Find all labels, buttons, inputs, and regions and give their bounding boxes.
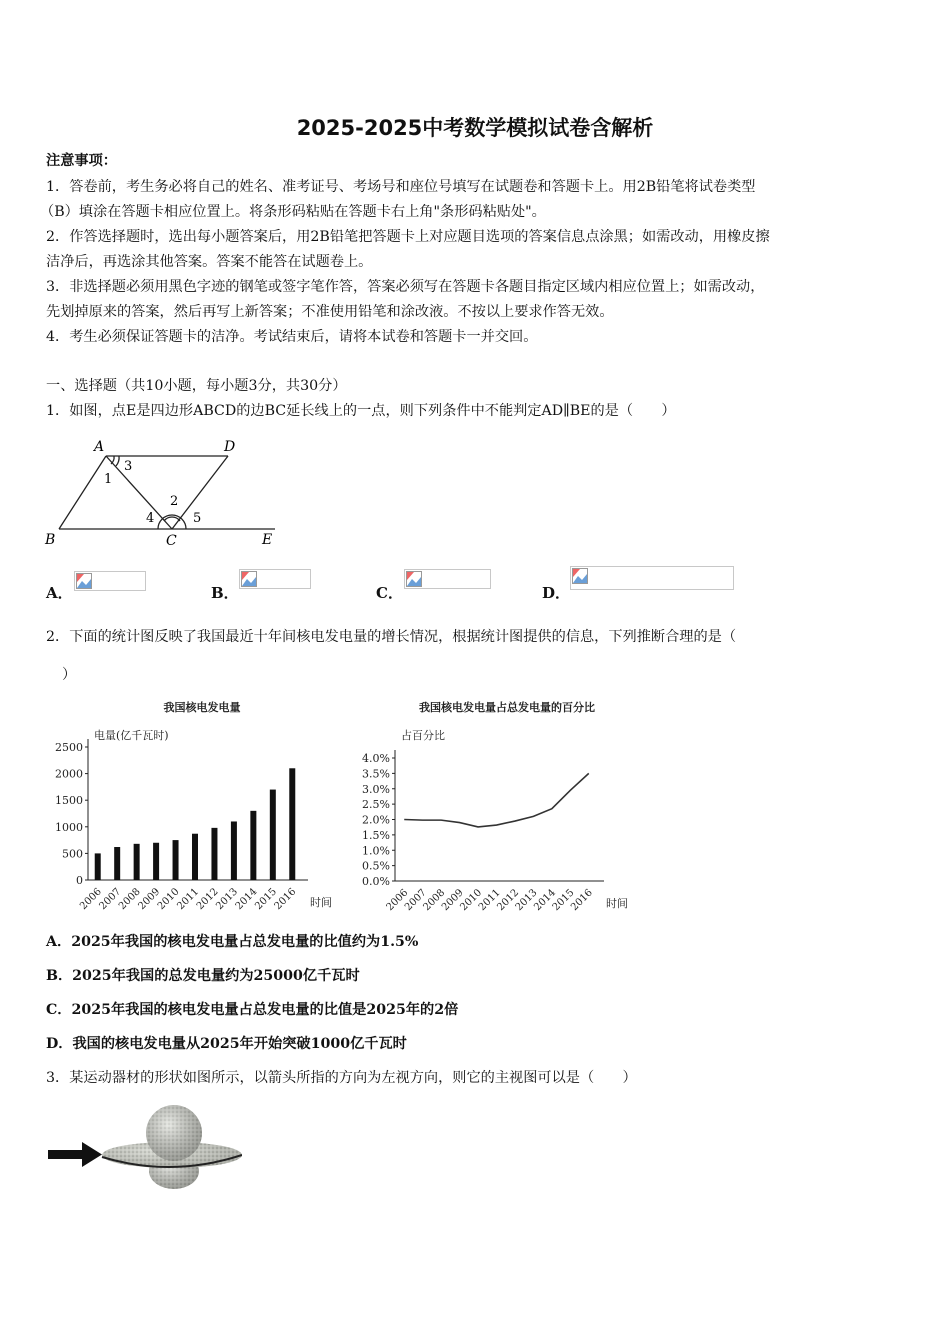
broken-image-icon: [76, 573, 92, 589]
x-tick-label: 2009: [439, 887, 466, 914]
x-tick-label: 2006: [384, 887, 411, 914]
x-tick-label: 2007: [97, 886, 124, 913]
y-tick-label: 2000: [55, 767, 83, 781]
q1-option-d-label: D．: [542, 584, 571, 602]
x-tick-label: 2012: [495, 887, 522, 914]
x-tick-label: 2011: [476, 887, 503, 914]
notice-item: 3．非选择题必须用黑色字迹的钢笔或签字笔作答，答案必须写在答题卡各题目指定区域内相应位置上；如需改动，: [46, 279, 765, 295]
broken-image-icon: [241, 571, 257, 587]
bar: [192, 834, 198, 880]
q1-option-a-label: A．: [46, 584, 73, 602]
bar: [231, 821, 237, 880]
bar: [289, 768, 295, 880]
y-tick-label: 500: [62, 847, 83, 861]
x-tick-label: 2016: [272, 886, 299, 913]
notice-item: 洁净后，再选涂其他答案。答案不能答在试题卷上。: [46, 254, 373, 270]
angle-1-label: 1: [104, 472, 113, 487]
x-tick-label: 2010: [458, 887, 485, 914]
bar: [114, 847, 120, 880]
x-tick-label: 2008: [116, 886, 143, 913]
point-d-label: D: [224, 439, 236, 455]
point-e-label: E: [262, 532, 273, 548]
chart-title: 我国核电发电量: [163, 701, 241, 714]
bar: [173, 840, 179, 880]
q1-option-c-image[interactable]: [404, 569, 491, 589]
bar: [270, 790, 276, 880]
y-axis-label: 占百分比: [401, 729, 445, 742]
x-tick-label: 2014: [532, 887, 558, 914]
x-tick-label: 2013: [214, 886, 241, 913]
notice-item: 1．答卷前，考生务必将自己的姓名、准考证号、考场号和座位号填写在试题卷和答题卡上。用2B铅笔将试卷类型: [46, 179, 756, 195]
y-tick-label: 2.0%: [362, 813, 390, 827]
x-tick-label: 2015: [253, 886, 279, 913]
x-tick-label: 2016: [569, 887, 595, 914]
point-c-label: C: [166, 533, 177, 549]
q2-option-b: B．2025年我国的总发电量约为25000亿千瓦时: [46, 968, 360, 984]
q1-option-c-label: C．: [376, 584, 403, 602]
point-b-label: B: [45, 532, 56, 548]
x-axis-label: 时间: [310, 896, 332, 909]
q2-option-d: D．我国的核电发电量从2025年开始突破1000亿千瓦时: [46, 1036, 407, 1052]
notice-heading: 注意事项：: [46, 153, 117, 169]
y-tick-label: 4.0%: [362, 752, 390, 765]
q3-equipment-figure: [44, 1103, 242, 1193]
x-tick-label: 2010: [155, 886, 182, 913]
bar: [211, 828, 217, 880]
y-tick-label: 0.5%: [362, 859, 390, 873]
x-tick-label: 2011: [175, 886, 202, 913]
y-tick-label: 0.0%: [362, 875, 390, 888]
q1-option-d-image[interactable]: [570, 566, 734, 590]
nuclear-share-line-chart: [352, 695, 634, 917]
nuclear-output-bar-chart: [44, 695, 344, 917]
y-tick-label: 2500: [55, 741, 83, 754]
angle-5-label: 5: [193, 511, 202, 526]
q1-option-b-image[interactable]: [239, 569, 311, 589]
question-3-text: 3．某运动器材的形状如图所示，以箭头所指的方向为左视方向，则它的主视图可以是（ ）: [46, 1070, 637, 1086]
notice-item: 4．考生必须保证答题卡的洁净。考试结束后，请将本试卷和答题卡一并交回。: [46, 329, 538, 345]
notice-item: 先划掉原来的答案，然后再写上新答案；不准使用铅笔和涂改液。不按以上要求作答无效。: [46, 304, 614, 320]
y-tick-label: 1000: [55, 820, 83, 834]
x-tick-label: 2009: [136, 886, 163, 913]
y-tick-label: 1500: [55, 794, 83, 808]
y-tick-label: 3.0%: [362, 782, 390, 796]
chart-title: 我国核电发电量占总发电量的百分比: [419, 701, 595, 714]
x-tick-label: 2007: [403, 887, 429, 914]
angle-2-label: 2: [170, 494, 179, 509]
y-tick-label: 0: [76, 874, 83, 887]
y-tick-label: 1.0%: [362, 844, 390, 858]
x-tick-label: 2012: [194, 886, 221, 913]
q1-figure: [40, 433, 290, 551]
x-tick-label: 2008: [421, 887, 448, 914]
broken-image-icon: [406, 571, 422, 587]
bar: [153, 843, 159, 880]
series-line: [404, 773, 589, 827]
question-1-text: 1．如图，点E是四边形ABCD的边BC延长线上的一点，则下列条件中不能判定AD∥BE的是（ ）: [46, 403, 676, 419]
question-2-text-end: ）: [62, 667, 77, 683]
bar: [134, 844, 140, 880]
point-a-label: A: [94, 439, 105, 455]
y-tick-label: 2.5%: [362, 798, 390, 812]
notice-item: （B）填涂在答题卡相应位置上。将条形码粘贴在答题卡右上角"条形码粘贴处"。: [40, 204, 546, 220]
y-tick-label: 3.5%: [362, 767, 390, 781]
x-axis-label: 时间: [606, 897, 628, 910]
x-tick-label: 2015: [550, 887, 577, 914]
angle-4-label: 4: [146, 511, 155, 526]
angle-3-label: 3: [124, 459, 133, 474]
y-tick-label: 1.5%: [362, 828, 390, 842]
arrow-icon: [48, 1142, 102, 1167]
question-2-text: 2．下面的统计图反映了我国最近十年间核电发电量的增长情况，根据统计图提供的信息，下列推断合理的是（: [46, 629, 737, 645]
page-title: 2025-2025中考数学模拟试卷含解析: [296, 116, 654, 140]
bar: [250, 811, 256, 880]
bar: [95, 853, 101, 880]
section-heading: 一、选择题（共10小题，每小题3分，共30分）: [46, 378, 347, 394]
q1-option-a-image[interactable]: [74, 571, 146, 591]
q1-option-b-label: B．: [211, 584, 239, 602]
broken-image-icon: [572, 568, 588, 584]
y-axis-label: 电量(亿千瓦时): [94, 729, 169, 742]
x-tick-label: 2013: [513, 887, 540, 914]
notice-item: 2．作答选择题时，选出每小题答案后，用2B铅笔把答题卡上对应题目选项的答案信息点涂黑；如需改动，用橡皮擦: [46, 229, 770, 245]
x-tick-label: 2006: [78, 886, 104, 913]
q2-option-c: C．2025年我国的核电发电量占总发电量的比值是2025年的2倍: [46, 1002, 459, 1018]
q2-option-a: A．2025年我国的核电发电量占总发电量的比值约为1.5%: [46, 934, 419, 950]
x-tick-label: 2014: [233, 886, 260, 913]
